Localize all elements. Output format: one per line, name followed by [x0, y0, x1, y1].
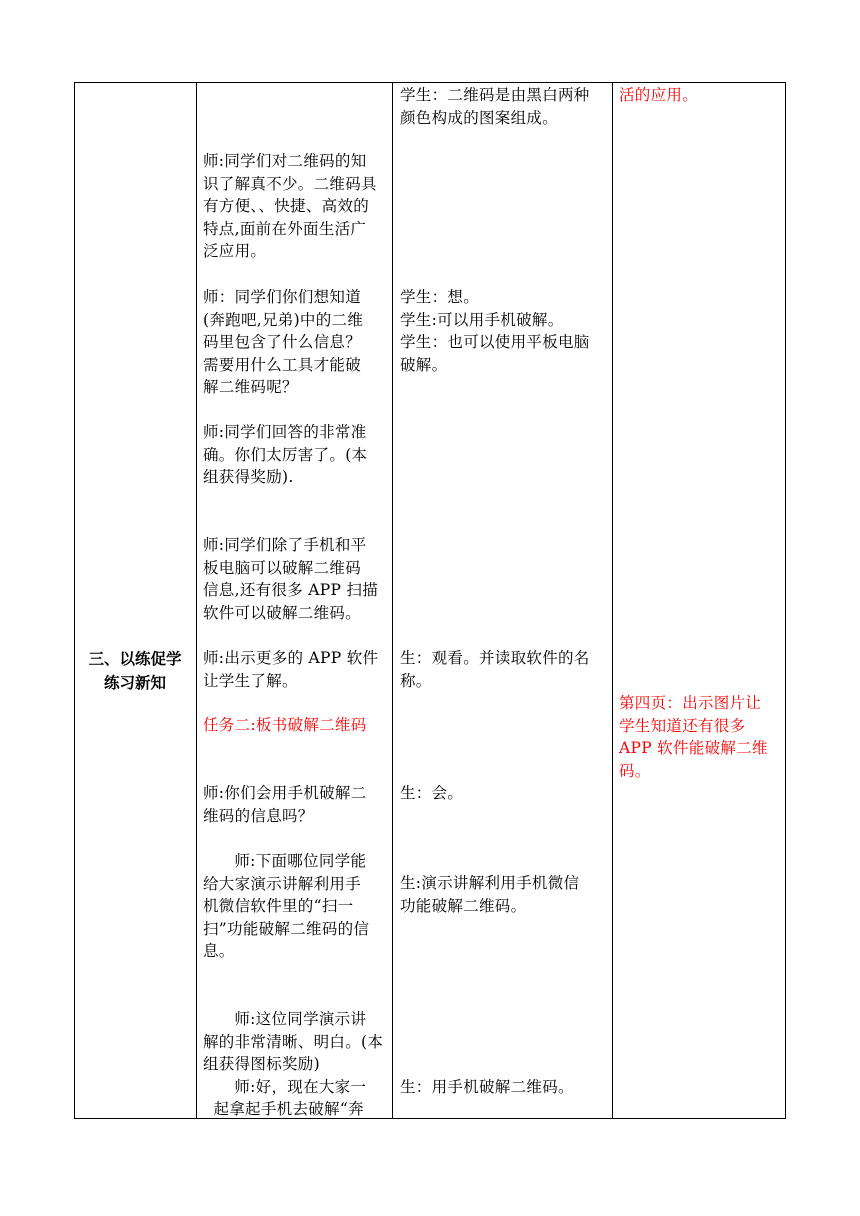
student-text-6: 生：用手机破解二维码。	[400, 1078, 574, 1096]
student-text-3: 生：观看。并读取软件的名 称。	[400, 649, 590, 690]
student-text-5: 生:演示讲解利用手机微信 功能破解二维码。	[400, 874, 580, 915]
student-text-1: 学生：二维码是由黑白两种 颜色构成的图案组成。	[400, 86, 590, 127]
task-two-heading: 任务二:板书破解二维码	[203, 716, 367, 734]
teacher-text-7: 师:你们会用手机破解二 维码的信息吗？	[203, 784, 367, 825]
table-col-border-2	[196, 82, 197, 1119]
student-text-4: 生：会。	[400, 784, 464, 802]
teacher-text-5: 师:出示更多的 APP 软件 让学生了解。	[203, 649, 379, 690]
table-col-border-1	[74, 82, 75, 1119]
teacher-text-3: 师:同学们回答的非常准 确。你们太厉害了。(本 组获得奖励).	[203, 423, 368, 486]
note-text-2: 第四页：出示图片让 学生知道还有很多 APP 软件能破解二维 码。	[619, 694, 768, 780]
table-top-border	[74, 82, 786, 83]
table-col-border-4	[612, 82, 613, 1119]
teacher-text-2: 师：同学们你们想知道 (奔跑吧,兄弟)中的二维 码里包含了什么信息？ 需要用什么工具才能破 解二维码呢？	[203, 288, 364, 396]
stage-label-line-1: 三、以练促学	[88, 650, 182, 668]
teacher-text-9: 师:这位同学演示讲 解的非常清晰、明白。(本 组获得图标奖励) 师:好，现在大家一 起拿起手机去破解“奔	[203, 1010, 384, 1118]
student-text-2: 学生：想。 学生:可以用手机破解。 学生：也可以使用平板电脑 破解。	[400, 288, 590, 374]
teacher-text-8: 师:下面哪位同学能 给大家演示讲解利用手 机微信软件里的“扫一 扫”功能破解二维码的信 息。	[203, 852, 370, 960]
table-bottom-border	[74, 1118, 786, 1119]
table-col-border-5	[785, 82, 786, 1119]
table-col-border-3	[392, 82, 393, 1119]
note-text-1: 活的应用。	[619, 86, 699, 104]
teacher-text-1: 师:同学们对二维码的知 识了解真不少。二维码具 有方便、、快捷、高效的 特点,面前在外面生活广 泛应用。	[203, 152, 377, 260]
stage-label-line-2: 练习新知	[103, 674, 166, 692]
stage-label	[74, 647, 196, 695]
teacher-text-4: 师:同学们除了手机和平 板电脑可以破解二维码 信息,还有很多 APP 扫描 软件可以破解二维码。	[203, 536, 379, 622]
